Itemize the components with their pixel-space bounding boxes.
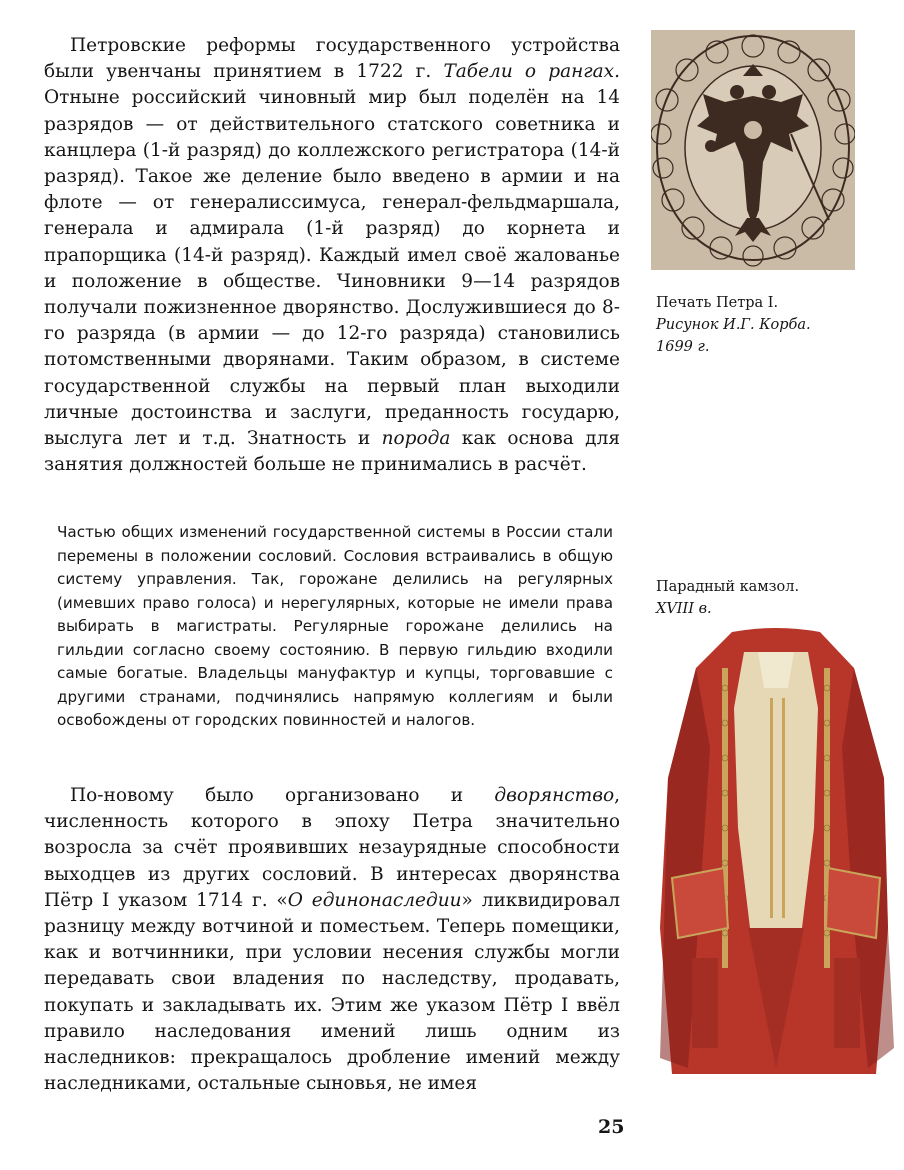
term-poroda: порода (381, 428, 451, 450)
para2-text-a: По-новому было организовано и (70, 785, 495, 806)
body-paragraph-2 (44, 783, 620, 1097)
para1-text-a: Петровские реформы государственного устройства были увенчаны принятием в 1722 г. (44, 35, 620, 83)
seal-illustration (651, 30, 855, 270)
coat-caption-title: Парадный камзол. (656, 579, 800, 595)
para2-text-b: , численность которого в эпоху Петра значительно возросла за счёт проявивших незаурядные способности выходцев из других сословий. В интересах дворянства Пётр I указом 1714 г. « (44, 785, 620, 911)
ceremonial-coat-image (648, 628, 904, 1080)
para2-text-c: » ликвидировал разницу между вотчиной и поместьем. Теперь помещики, как и вотчинники, при условии несения службы могли передавать свои владения по наследству, продавать, покупать и закладывать их. Этим же указом Пётр I ввёл правило наследования имений лишь одним из наследников: прекращалось дробление имений между наследниками, остальные сыновья, не имея (44, 889, 620, 1095)
inset-paragraph: Частью общих изменений государственной системы в России стали перемены в положении сословий. Сословия встраивались в общую систему управления. Так, горожане делились на регулярных (имевших право голоса) и нерегулярных, которые не имели права выбирать в магистраты. Регулярные горожане делились на гильдии согласно своему состоянию. В первую гильдию входили самые богатые. Владельцы мануфактур и купцы, торговавшие с другими странами, подчинялись напрямую коллегиям и были освобождены от городских повинностей и налогов. (57, 523, 613, 729)
para1-text-b: Отныне российский чиновный мир был поделён на 14 разрядов — от действительного статского советника и канцлера (1-й разряд) до коллежского регистратора (14-й разряд). Такое же деление было введено в армии и на флоте — от генералиссимуса, генерал-фельдмаршала, генерала и адмирала (1-й разряд) до корнета и прапорщика (14-й разряд). Каждый имел своё жалованье и положение в обществе. Чиновники 9—14 разрядов получали пожизненное дворянство. Дослужившиеся до 8-го разряда (в армии — до 12-го разряда) становились потомственными дворянами. Таким образом, в системе государственной службы на первый план выходили личные достоинства и заслуги, преданность государю, выслуга лет и т.д. Знатность и (44, 87, 620, 450)
seal-caption-title: Печать Петра I. (656, 295, 779, 311)
term-edinonasledie: О единонаследии (287, 889, 462, 911)
seal-of-peter-image (651, 30, 855, 270)
page-number: 25 (598, 1116, 625, 1138)
coat-caption-century: XVIII в. (656, 601, 712, 617)
coat-caption (656, 576, 799, 620)
body-paragraph-1 (44, 33, 620, 478)
seal-caption-year: 1699 г. (656, 339, 710, 355)
coat-illustration (648, 628, 904, 1080)
term-table-of-ranks: Табели о рангах. (443, 61, 620, 83)
seal-caption (656, 292, 811, 358)
para1-text-c: как основа для занятия должностей больше не принимались в расчёт. (44, 428, 620, 476)
term-dvoryanstvo: дворянство (494, 785, 615, 806)
seal-caption-author: Рисунок И.Г. Корба. (656, 317, 811, 333)
